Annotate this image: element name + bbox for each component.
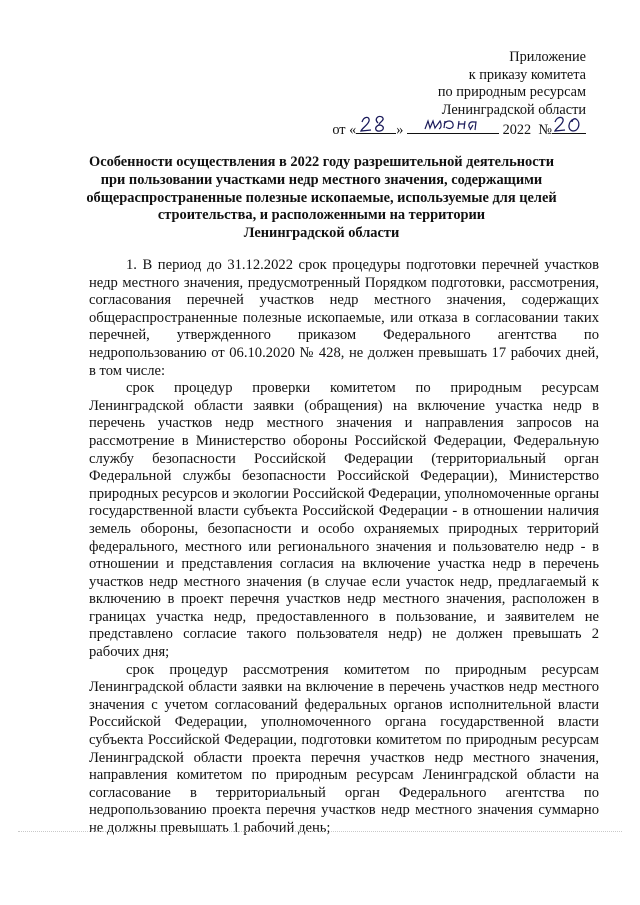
handwritten-month [407, 119, 499, 134]
order-reference: к приказу комитета [468, 66, 586, 83]
committee-name: по природным ресурсам [437, 84, 586, 101]
document-body [89, 257, 599, 838]
title-line: строительства, и расположенными на территории [157, 207, 486, 224]
appendix-label: Приложение [509, 49, 586, 65]
paragraph-1: 1. В период до 31.12.2022 срок процедуры подготовки перечней участков недр местного значения, предусмотренный Порядком подготовки, рассмотрения, согласования перечней участков недр местного значения, содержащих общераспространенные полезные ископаемые, или отказа в согласовании таких перечней, утвержденного приказом Федерального агентства по недропользованию от 06.10.2020 № 428, не должен превышать 17 рабочих дней, в том числе: [89, 257, 599, 379]
appendix-attribution [332, 49, 586, 140]
paragraph-2: срок процедур проверки комитетом по природным ресурсам Ленинградской области заявки (обращения) на включение участка недр в перечень участков недр местного значения и направления запросов на рассмотрение в Министерство обороны Российской Федерации, Федеральную службу безопасности Российской Федерации (территориальный орган Федеральной службы безопасности Российской Федерации), Министерство природных ресурсов и экологии Российской Федерации, уполномоченные органы государственной власти субъекта Российской Федерации - в отношении наличия земель обороны, безопасности и особо охраняемых природных территорий федерального, местного или регионального значения и пользователю недр - в отношении и представления согласия на включение участка недр в перечень участков недр местного значения (в случае если участок недр, предлагаемый к включению в проект перечня участков недр местного значения, расположен в границах участка недр, предоставленного в пользование, и заявителем не представлено согласие такого пользователя недр) не должен превышать 2 рабочих дня; [89, 380, 599, 661]
title-line: при пользовании участками недр местного значения, содержащими [100, 171, 543, 188]
date-quote-close: » [396, 122, 404, 139]
order-date-line [332, 119, 586, 140]
title-line: Ленинградской области [243, 225, 400, 242]
handwritten-number [552, 119, 586, 134]
paragraph-3: срок процедур рассмотрения комитетом по природным ресурсам Ленинградской области заявки на включение в перечень участков недр местного значения с учетом согласований федеральных органов исполнительной власти Российской Федерации, уполномоченного органа государственной власти субъекта Российской Федерации, подготовки комитетом по природным ресурсам Ленинградской области проекта перечня участков недр местного значения, направления комитетом по природным ресурсам Ленинградской области на согласование в территориальный орган Федерального агентства по недропользованию проекта перечня участков недр местного значения суммарно не должны превышать 1 рабочий день; [89, 661, 599, 836]
number-sign: № [538, 122, 552, 139]
handwritten-day [356, 119, 396, 134]
title-line: Особенности осуществления в 2022 году разрешительной деятельности [89, 154, 554, 170]
title-line: общераспространенные полезные ископаемые, используемые для целей [86, 189, 557, 206]
date-prefix: от « [332, 122, 357, 139]
document-title [78, 154, 565, 243]
scan-artifact-line [18, 831, 622, 832]
region-name: Ленинградской области [441, 101, 586, 118]
order-year: 2022 [502, 122, 532, 139]
